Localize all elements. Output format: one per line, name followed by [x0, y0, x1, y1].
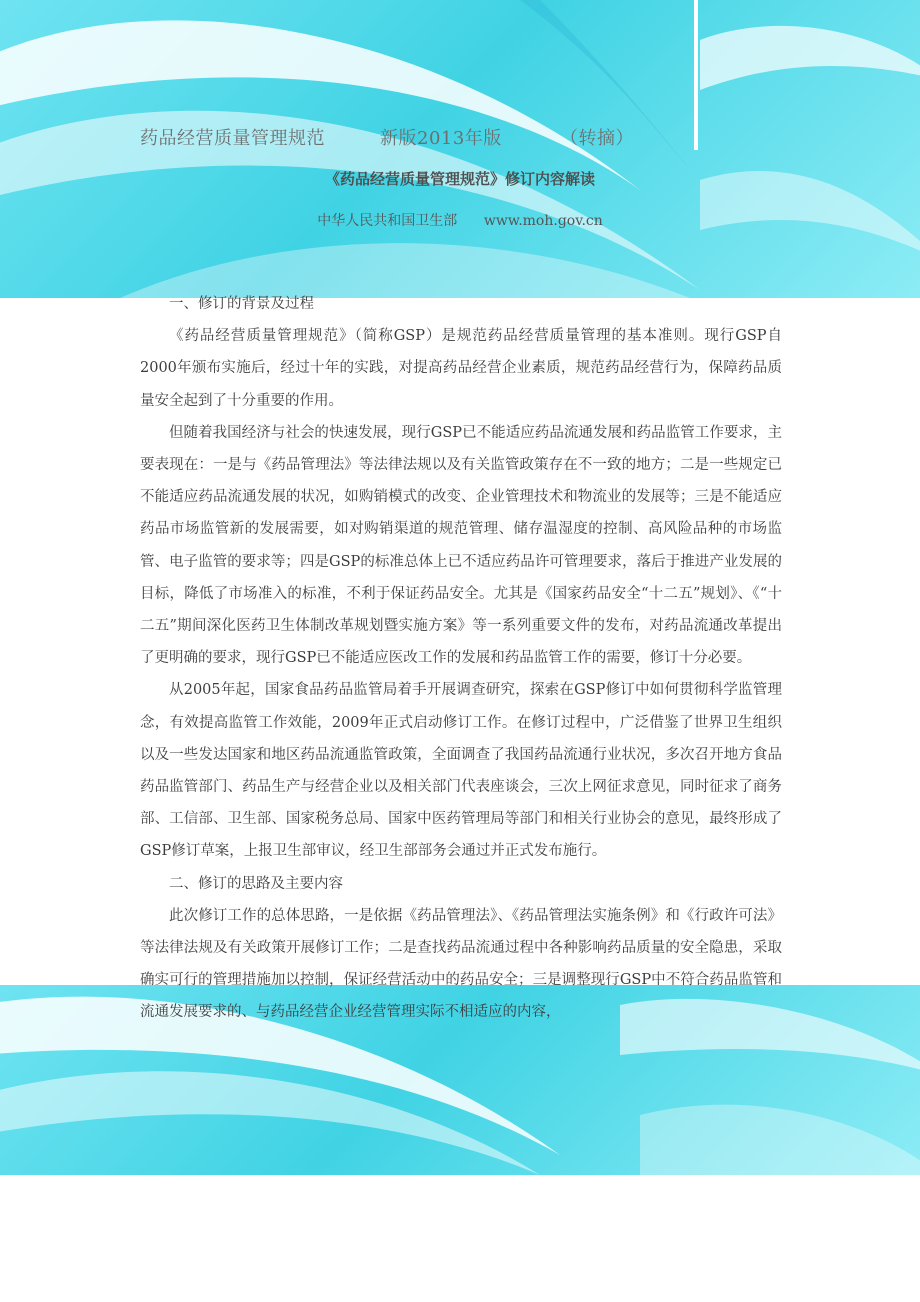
- document-body: [140, 288, 782, 1029]
- title-edition: 新版2013年版: [380, 128, 502, 149]
- section-heading-2: 二、修订的思路及主要内容: [169, 875, 343, 892]
- document-title: [140, 124, 840, 152]
- paragraph-3: 从2005年起，国家食品药品监管局着手开展调查研究，探索在GSP修订中如何贯彻科学监管理念，有效提高监管工作效能，2009年正式启动修订工作。在修订过程中，广泛借鉴了世界卫生组织以及一些发达国家和地区药品流通监管政策，全面调查了我国药品流通行业状况，多次召开地方食品药品监管部门、药品生产与经营企业以及相关部门代表座谈会，三次上网征求意见，同时征求了商务部、工信部、卫生部、国家税务总局、国家中医药管理局等部门和相关行业协会的意见，最终形成了GSP修订草案，上报卫生部审议，经卫生部部务会通过并正式发布施行。: [140, 682, 782, 860]
- paragraph-1: 《药品经营质量管理规范》（简称GSP）是规范药品经营质量管理的基本准则。现行GSP自2000年颁布实施后，经过十年的实践，对提高药品经营企业素质，规范药品经营行为，保障药品质量安全起到了十分重要的作用。: [140, 328, 782, 409]
- title-note: （转摘）: [560, 128, 634, 149]
- paragraph-2: 但随着我国经济与社会的快速发展，现行GSP已不能适应药品流通发展和药品监管工作要求，主要表现在：一是与《药品管理法》等法律法规以及有关监管政策存在不一致的地方；二是一些规定已不能适应药品流通发展的状况，如购销模式的改变、企业管理技术和物流业的发展等；三是不能适应药品市场监管新的发展需要，如对购销渠道的规范管理、储存温湿度的控制、高风险品种的市场监管、电子监管的要求等；四是GSP的标准总体上已不适应药品许可管理要求，落后于推进产业发展的目标，降低了市场准入的标准，不利于保证药品安全。尤其是《国家药品安全“十二五”规划》、《“十二五”期间深化医药卫生体制改革规划暨实施方案》等一系列重要文件的发布，对药品流通改革提出了更明确的要求，现行GSP已不能适应医改工作的发展和药品监管工作的需要，修订十分必要。: [140, 424, 782, 667]
- document-source: 中华人民共和国卫生部 www.moh.gov.cn: [317, 213, 603, 229]
- title-main: 药品经营质量管理规范: [140, 128, 325, 149]
- paragraph-4: 此次修订工作的总体思路，一是依据《药品管理法》、《药品管理法实施条例》和《行政许可法》等法律法规及有关政策开展修订工作；二是查找药品流通过程中各种影响药品质量的安全隐患，采取确实可行的管理措施加以控制，保证经营活动中的药品安全；三是调整现行GSP中不符合药品监管和流通发展要求的、与药品经营企业经营管理实际不相适应的内容，: [140, 907, 782, 1021]
- document-subtitle: 《药品经营质量管理规范》修订内容解读: [324, 170, 595, 188]
- section-heading-1: 一、修订的背景及过程: [169, 296, 314, 312]
